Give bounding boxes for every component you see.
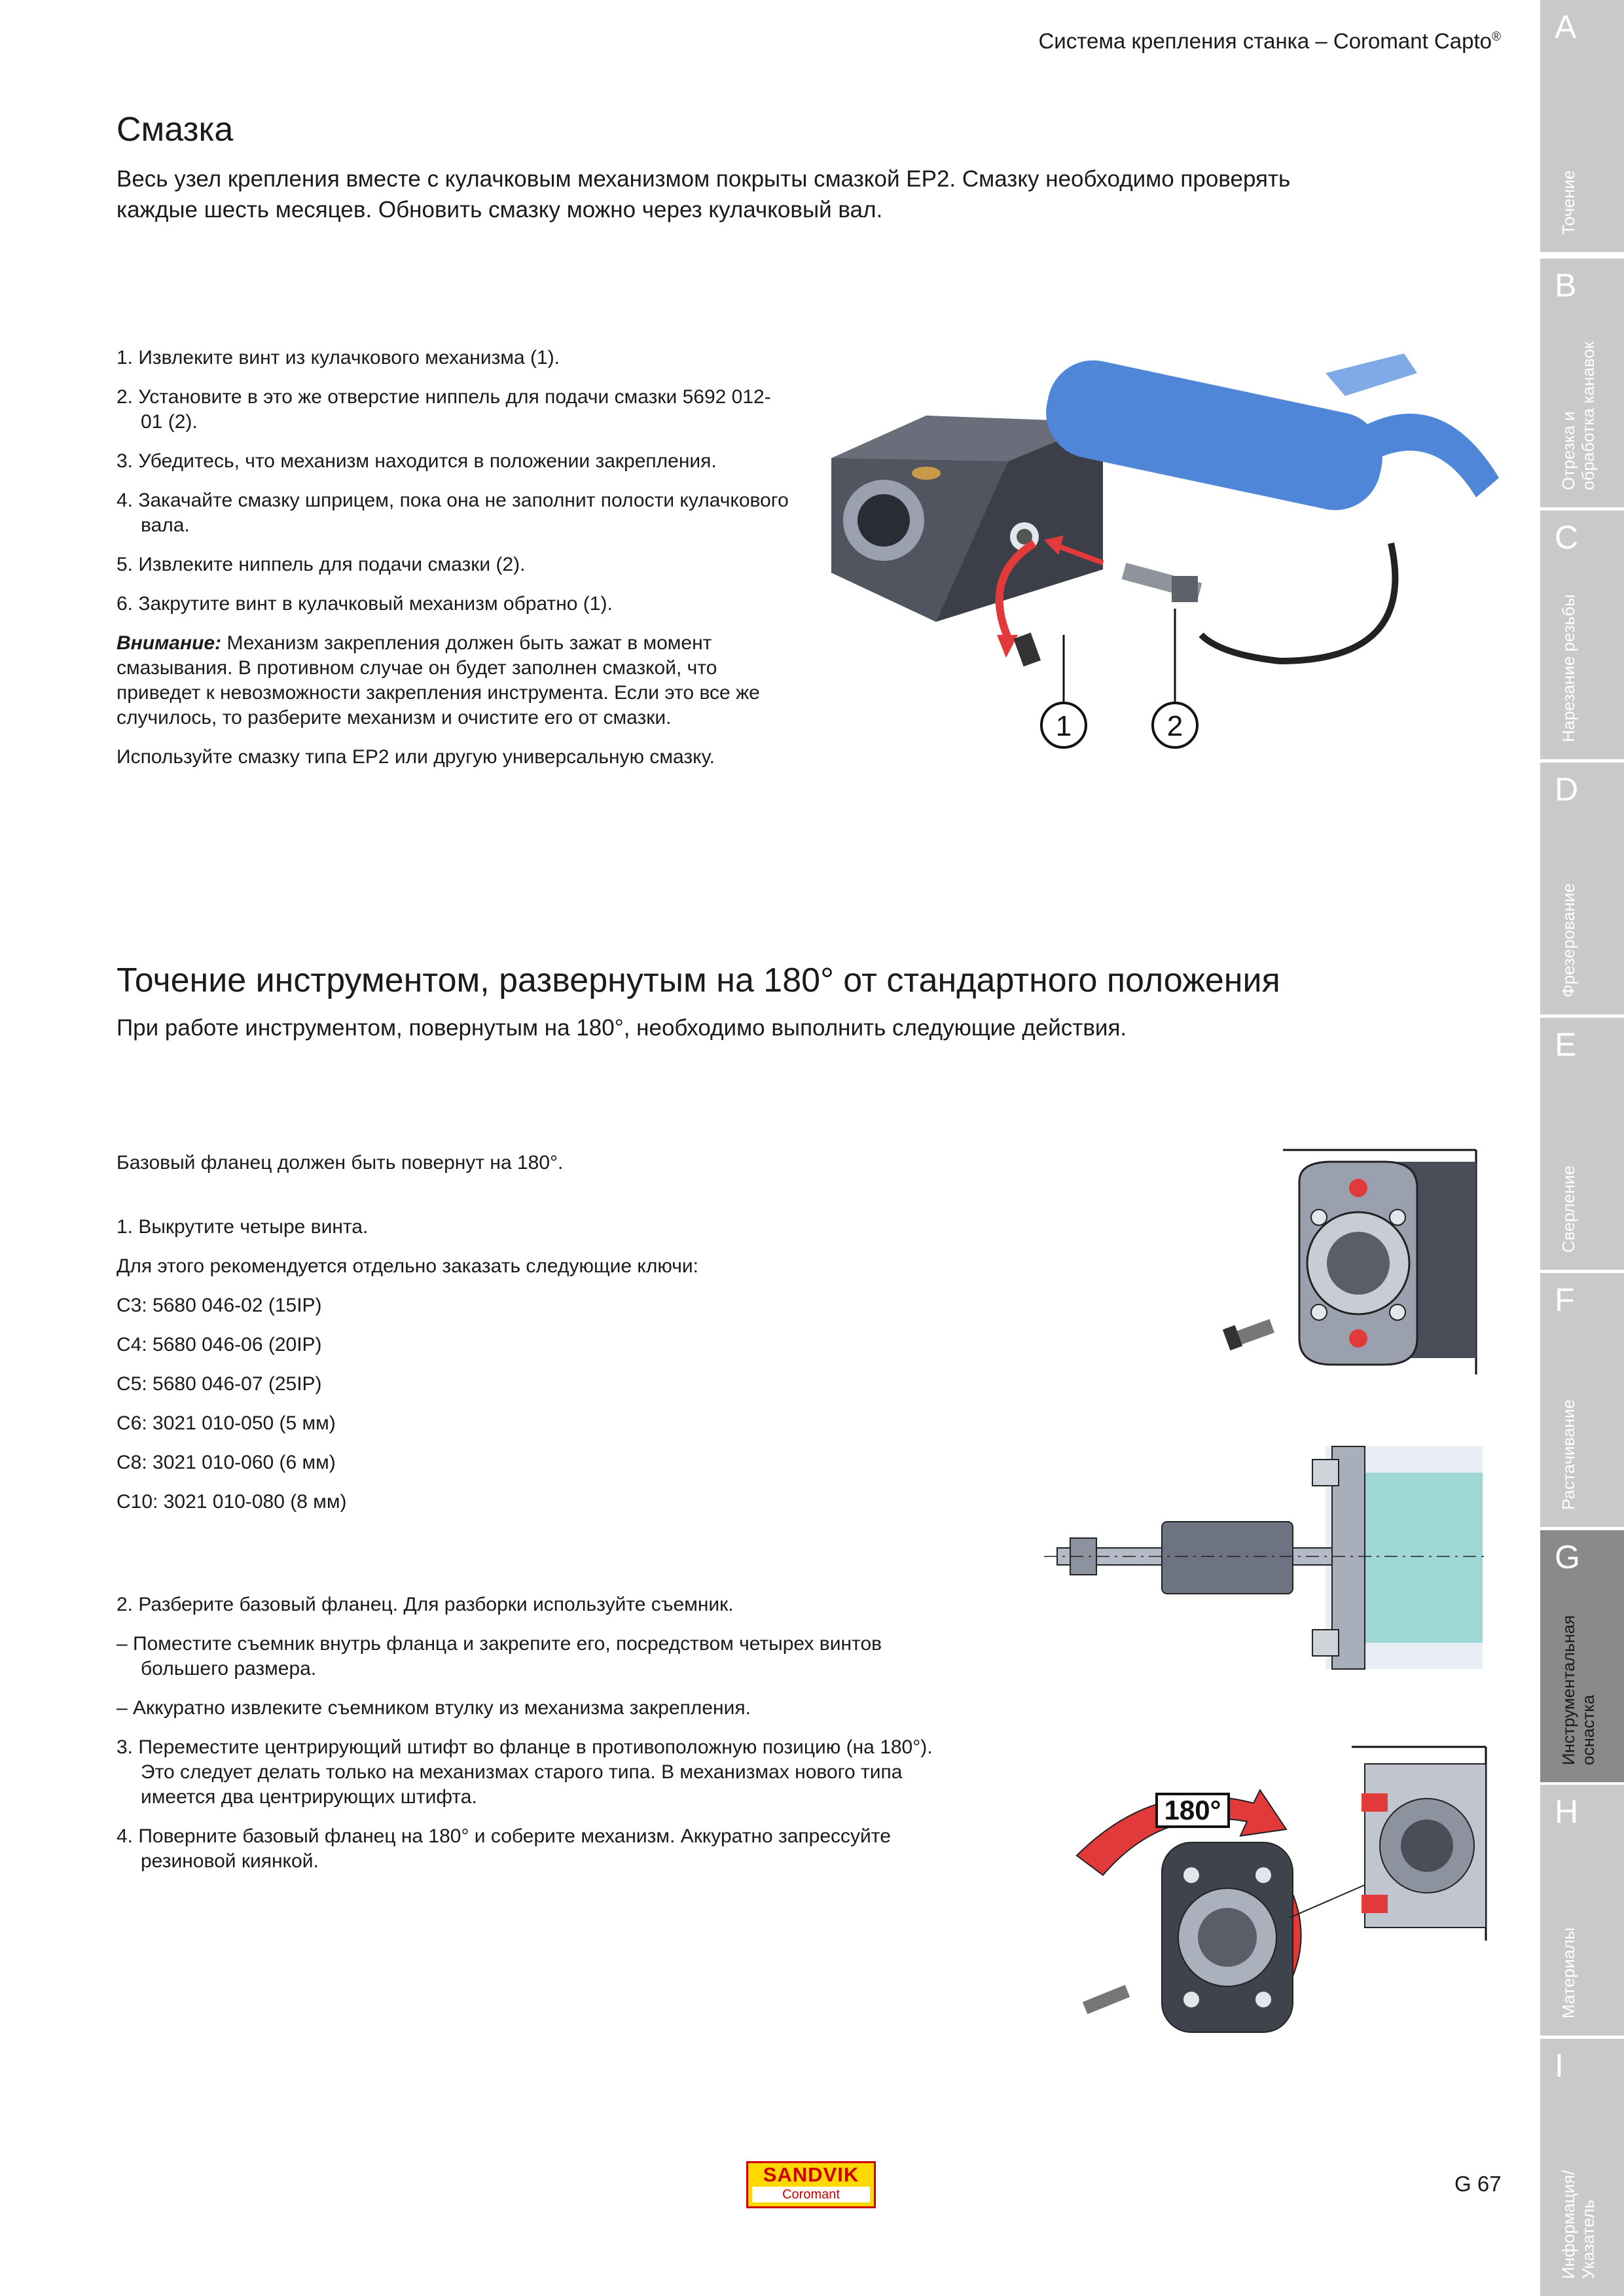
callout-2: 2 (1166, 710, 1183, 742)
grease-recommendation: Используйте смазку типа EP2 или другую универсальную смазку. (117, 746, 715, 768)
grease-gun-illustration (828, 347, 1515, 753)
chapter-tab-index (1540, 0, 1624, 2296)
list-item: 4. Поверните базовый фланец на 180° и соберите механизм. Аккуратно запрессуйте резиновой киянкой. (117, 1825, 891, 1872)
list-item: 3. Переместите центрирующий штифт во фланце в противоположную позицию (на 180°). Это следует делать только на механизмах старого типа. В механизмах нового типа имеется два центрирующих штифта. (117, 1736, 933, 1808)
warning-note (117, 631, 791, 730)
callout-1: 1 (1055, 710, 1072, 742)
tab-label: Сверление (1559, 1165, 1578, 1253)
tab-letter: D (1555, 771, 1579, 808)
keys-lead: Для этого рекомендуется отдельно заказать следующие ключи: (117, 1255, 698, 1277)
chapter-tab-g[interactable] (1540, 1530, 1624, 1782)
flange-lead: Базовый фланец должен быть повернут на 180°. (117, 1152, 564, 1174)
tab-letter: A (1555, 9, 1577, 45)
list-item: 1. Извлеките винт из кулачкового механизма (1). (117, 347, 560, 368)
tab-letter: H (1555, 1793, 1579, 1830)
tab-label: Фрезерование (1559, 883, 1578, 997)
tab-label: Растачивание (1559, 1399, 1578, 1510)
key-item: C5: 5680 046-07 (25IP) (117, 1373, 322, 1395)
warning-text: Механизм закрепления должен быть зажат в момент смазывания. В противном случае он будет заполнен смазкой, что приведет к невозможности закрепления инструмента. Если это все же случилось, то разберите механизм и очистите его от смазки. (117, 632, 760, 728)
tab-letter: I (1555, 2047, 1564, 2084)
tab-letter: G (1555, 1539, 1580, 1575)
tab-label: Точение (1559, 170, 1578, 235)
logo-line1: SANDVIK (763, 2163, 859, 2186)
section-title-turning: Точение инструментом, развернутым на 180° от стандартного положения (117, 961, 1280, 999)
list-item: 4. Закачайте смазку шприцем, пока она не заполнит полости кулачкового вала. (117, 490, 789, 536)
key-item: C3: 5680 046-02 (15IP) (117, 1295, 322, 1316)
chapter-tab-b[interactable] (1540, 259, 1624, 507)
rotation-label: 180° (1164, 1795, 1221, 1825)
key-item: C8: 3021 010-060 (6 мм) (117, 1452, 336, 1473)
lubrication-intro: Весь узел крепления вместе с кулачковым механизмом покрыты смазкой EP2. Смазку необходимо проверять каждые шесть месяцев. Обновить смазку можно через кулачковый вал. (117, 166, 1291, 223)
turning-steps-part2 (117, 1592, 941, 1888)
tab-label: Материалы (1559, 1927, 1578, 2018)
sandvik-logo (746, 2161, 876, 2208)
puller-illustration (1044, 1433, 1489, 1682)
list-item: 1. Выкрутите четыре винта. (117, 1216, 369, 1238)
tab-label: Инструментальная оснастка (1559, 1615, 1598, 1765)
warning-label: Внимание: (117, 632, 222, 654)
tab-letter: C (1555, 519, 1579, 556)
tab-label: Отрезка и обработка канавок (1559, 341, 1598, 490)
lubrication-steps (117, 346, 791, 784)
list-item: – Аккуратно извлеките съемником втулку из механизма закрепления. (117, 1697, 751, 1719)
tab-letter: B (1555, 267, 1577, 304)
list-item: 2. Разберите базовый фланец. Для разборки используйте съемник. (117, 1594, 734, 1615)
list-item: 5. Извлеките ниппель для подачи смазки (2). (117, 554, 526, 575)
flange-screw-illustration (1221, 1149, 1483, 1378)
chapter-tab-c[interactable] (1540, 511, 1624, 759)
chapter-tab-e[interactable] (1540, 1018, 1624, 1270)
list-item: 3. Убедитесь, что механизм находится в положении закрепления. (117, 450, 717, 472)
key-item: C10: 3021 010-080 (8 мм) (117, 1491, 347, 1513)
tab-letter: F (1555, 1282, 1575, 1318)
key-item: C6: 3021 010-050 (5 мм) (117, 1412, 336, 1434)
logo-line2: Coromant (752, 2187, 870, 2202)
turning-intro: При работе инструментом, повернутым на 180°, необходимо выполнить следующие действия. (117, 1015, 1127, 1041)
chapter-tab-i[interactable] (1540, 2039, 1624, 2296)
running-header: Система крепления станка – Coromant Capto® (1038, 29, 1501, 53)
tab-label: Нарезание резьбы (1559, 594, 1578, 742)
chapter-tab-d[interactable] (1540, 762, 1624, 1014)
list-item: 6. Закрутите винт в кулачковый механизм обратно (1). (117, 593, 613, 615)
list-item: 2. Установите в это же отверстие ниппель для подачи смазки 5692 012-01 (2). (117, 386, 771, 433)
chapter-tab-f[interactable] (1540, 1273, 1624, 1527)
tab-letter: E (1555, 1026, 1577, 1063)
flange-rotation-illustration (1064, 1744, 1489, 2045)
tab-label: Информация/ Указатель (1559, 2170, 1598, 2279)
turning-steps-part1 (117, 1151, 967, 1529)
page-number: G 67 (1454, 2172, 1502, 2196)
section-title-lubrication: Смазка (117, 111, 234, 149)
key-item: C4: 5680 046-06 (20IP) (117, 1334, 322, 1355)
list-item: – Поместите съемник внутрь фланца и закрепите его, посредством четырех винтов большего размера. (117, 1633, 882, 1679)
chapter-tab-h[interactable] (1540, 1785, 1624, 2036)
chapter-tab-a[interactable] (1540, 0, 1624, 252)
